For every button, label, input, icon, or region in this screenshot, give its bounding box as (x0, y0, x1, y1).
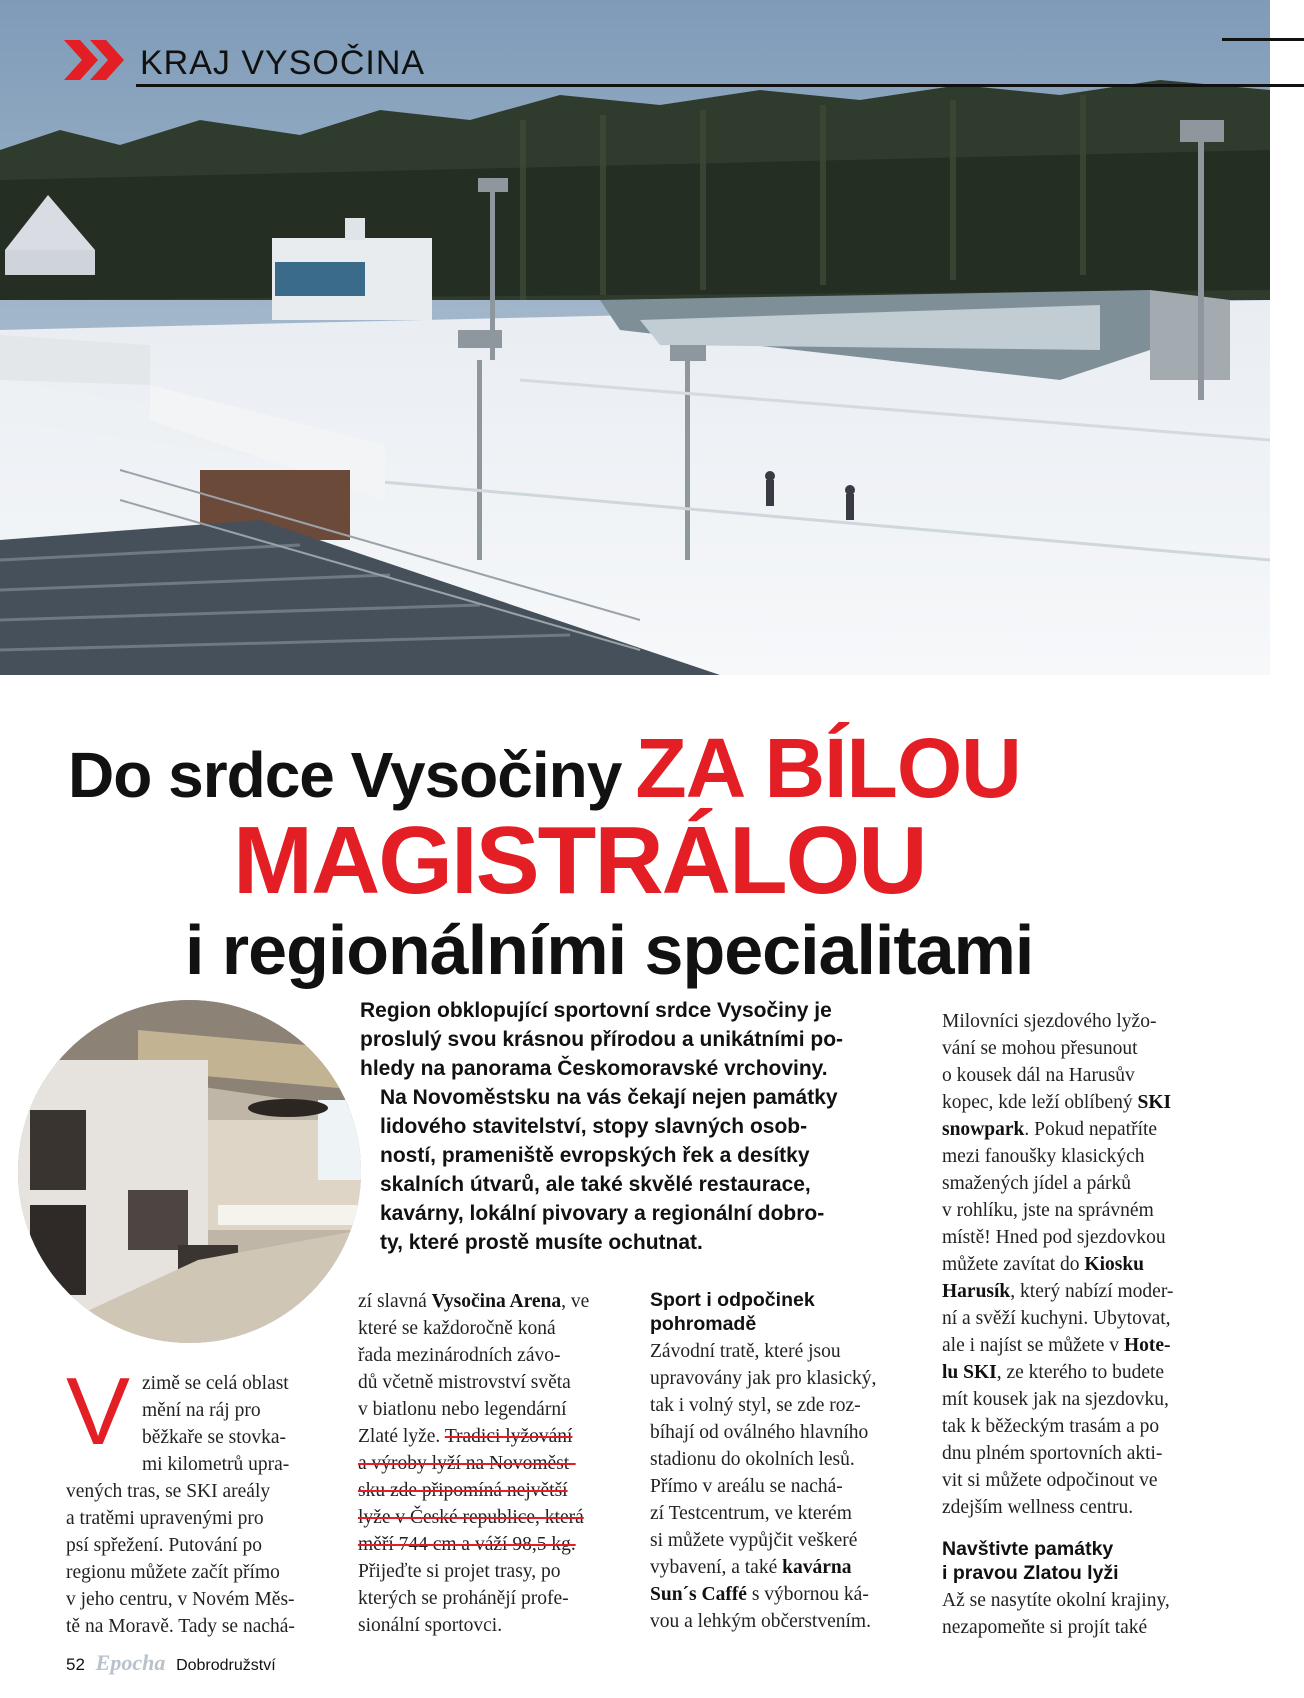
text-run: s výbornou ká- (746, 1584, 869, 1605)
text-line: upravovány jak pro klasický, (650, 1368, 877, 1389)
text-line (358, 1288, 628, 1315)
text-line: vání se mohou přesunout (942, 1038, 1138, 1059)
lead-line: Region obklopující sportovní srdce Vysočiny je (360, 999, 832, 1022)
text-line: si můžete vypůjčit veškeré (650, 1530, 858, 1551)
subhead-line: Navštivte památky (942, 1538, 1114, 1560)
text-run: , který nabízí moder- (1010, 1281, 1174, 1302)
text-line: tak i volný styl, se zde roz- (650, 1395, 861, 1416)
text-line (358, 1423, 628, 1450)
text-line (942, 1278, 1204, 1305)
dropcap: V (66, 1358, 131, 1465)
text-line: zdejším wellness centru. (942, 1497, 1134, 1518)
struck-line: a výroby lyží na Novoměst- (358, 1453, 576, 1474)
subhead-line: pohromadě (650, 1313, 757, 1335)
footer-section: Dobrodružství (176, 1657, 276, 1674)
text-run: . Pokud nepatříte (1024, 1119, 1158, 1140)
section-rule (136, 84, 1304, 87)
text-line (942, 1359, 1204, 1386)
text-line (942, 1332, 1204, 1359)
text-line: a tratěmi upravenými pro (66, 1508, 264, 1529)
section-label: KRAJ VYSOČINA (140, 44, 426, 82)
body-column-2 (358, 1288, 628, 1639)
text-run: kopec, kde leží oblíbený (942, 1092, 1138, 1113)
bold-run-kiosku: Kiosku (1084, 1254, 1145, 1275)
text-line: psí spřežení. Putování po (66, 1535, 263, 1556)
subhead-line: i pravou Zlatou lyži (942, 1562, 1119, 1584)
text-line: regionu můžete začít přímo (66, 1562, 280, 1583)
text-line: běžkaře se stovka- (142, 1427, 287, 1448)
lead-line: kavárny, lokální pivovary a regionální dobro- (380, 1202, 825, 1225)
stadium-illustration (0, 0, 1270, 675)
text-line (942, 1089, 1204, 1116)
text-line: místě! Hned pod sjezdovkou (942, 1227, 1166, 1248)
text-line: dů včetně mistrovství světa (358, 1372, 571, 1393)
lead-line: ty, které prostě musíte ochutnat. (380, 1231, 703, 1254)
text-line: vených tras, se SKI areály (66, 1481, 271, 1502)
restaurant-illustration (18, 1000, 361, 1343)
text-run: zí slavná (358, 1291, 432, 1312)
text-line: zimě se celá oblast (142, 1373, 289, 1394)
lead-line: proslulý svou krásnou přírodou a unikátními po- (360, 1028, 844, 1051)
text-line: Přímo v areálu se nachá- (650, 1476, 843, 1497)
text-line: dnu plném sportovních akti- (942, 1443, 1163, 1464)
headline-black-part: Do srdce Vysočiny (68, 739, 622, 811)
text-line: v rohlíku, jste na správném (942, 1200, 1154, 1221)
struck-line: sku zde připomíná největší (358, 1480, 568, 1501)
bold-run-snowpark: snowpark (942, 1119, 1025, 1140)
text-line (650, 1581, 912, 1608)
text-line: mezi fanoušky klasických (942, 1146, 1145, 1167)
text-line: vou a lehkým občerstvením. (650, 1611, 871, 1632)
section-kicker (62, 32, 1304, 88)
headline-red-part: ZA BÍLOU (635, 721, 1021, 815)
struck-line: lyže v České republice, která (358, 1507, 584, 1528)
text-line: tě na Moravě. Tady se nachá- (66, 1616, 295, 1637)
headline-line-2: MAGISTRÁLOU (233, 807, 926, 914)
bold-run-hotel: Hote- (1123, 1335, 1171, 1356)
lead-line: ností, prameniště evropských řek a desítky (380, 1144, 810, 1167)
restaurant-photo (18, 1000, 361, 1343)
text-line: mít kousek jak na sjezdovku, (942, 1389, 1169, 1410)
bold-run-suns-caffe: Sun´s Caffé (650, 1584, 747, 1605)
text-line: mění na ráj pro (142, 1400, 261, 1421)
text-line: v biatlonu nebo legendární (358, 1399, 567, 1420)
hero-right-margin (1270, 0, 1304, 675)
page-footer (66, 1650, 276, 1676)
body-column-3 (650, 1288, 912, 1635)
lead-line: lidového stavitelství, stopy slavných osob- (380, 1115, 808, 1138)
section-top-rule (1222, 38, 1304, 41)
text-line: které se každoročně koná (358, 1318, 556, 1339)
text-run: vybavení, a také (650, 1557, 783, 1578)
text-line: o kousek dál na Harusův (942, 1065, 1135, 1086)
text-run: ale i najíst se můžete v (942, 1335, 1124, 1356)
bold-run-vysocina-arena: Vysočina Arena (431, 1291, 562, 1312)
text-line (650, 1554, 912, 1581)
struck-line: měří 744 cm a váží 98,5 kg. (358, 1534, 576, 1555)
lead-line: Na Novoměstsku na vás čekají nejen památky (380, 1086, 838, 1109)
lead-line: skalních útvarů, ale také skvělé restaurace, (380, 1173, 811, 1196)
text-line: tak k běžeckým trasám a po (942, 1416, 1160, 1437)
text-line: sionální sportovci. (358, 1615, 503, 1636)
text-line: v jeho centru, v Novém Měs- (66, 1589, 295, 1610)
text-line: Přijeďte si projet trasy, po (358, 1561, 561, 1582)
text-line: Až se nasytíte okolní krajiny, (942, 1590, 1170, 1611)
headline-line-1 (68, 720, 1021, 817)
subhead-pamatky (942, 1537, 1204, 1585)
struck-text: Tradici lyžování (444, 1426, 573, 1447)
text-run: , ve (561, 1291, 590, 1312)
lead-paragraph-top (360, 996, 843, 1083)
text-run: Zlaté lyže. (358, 1426, 445, 1447)
text-line: zí Testcentrum, ve kterém (650, 1503, 852, 1524)
text-line: řada mezinárodních závo- (358, 1345, 561, 1366)
text-line: smažených jídel a párků (942, 1173, 1131, 1194)
lead-paragraph-bottom (380, 1083, 838, 1257)
body-column-1 (66, 1358, 328, 1640)
subhead-line: Sport i odpočinek (650, 1289, 815, 1311)
headline-line-3: i regionálními specialitami (185, 911, 1034, 989)
text-line: Milovníci sjezdového lyžo- (942, 1011, 1157, 1032)
body-column-4 (942, 1008, 1204, 1641)
text-line: Závodní tratě, které jsou (650, 1341, 841, 1362)
text-line: nezapomeňte si projít také (942, 1617, 1148, 1638)
text-line: kterých se prohánějí profe- (358, 1588, 569, 1609)
lead-line: hledy na panorama Českomoravské vrchoviny. (360, 1057, 828, 1080)
double-chevron-icon (62, 38, 128, 82)
subhead-sport (650, 1288, 912, 1336)
magazine-logo: Epocha (95, 1650, 166, 1675)
text-line: stadionu do okolních lesů. (650, 1449, 855, 1470)
bold-run-hotel-ski: lu SKI (942, 1362, 997, 1383)
text-line: ní a svěží kuchyni. Ubytovat, (942, 1308, 1171, 1329)
page-number: 52 (66, 1655, 85, 1674)
text-run: , ze kterého to budete (996, 1362, 1165, 1383)
bold-run-harusik: Harusík (942, 1281, 1011, 1302)
text-line (942, 1116, 1204, 1143)
bold-run-kavarna: kavárna (782, 1557, 852, 1578)
text-line: bíhají od oválného hlavního (650, 1422, 869, 1443)
text-line (942, 1251, 1204, 1278)
text-run: můžete zavítat do (942, 1254, 1085, 1275)
hero-photo-biathlon-stadium (0, 0, 1270, 675)
text-line: mi kilometrů upra- (142, 1454, 290, 1475)
text-line: vit si můžete odpočinout ve (942, 1470, 1158, 1491)
bold-run-ski: SKI (1137, 1092, 1172, 1113)
